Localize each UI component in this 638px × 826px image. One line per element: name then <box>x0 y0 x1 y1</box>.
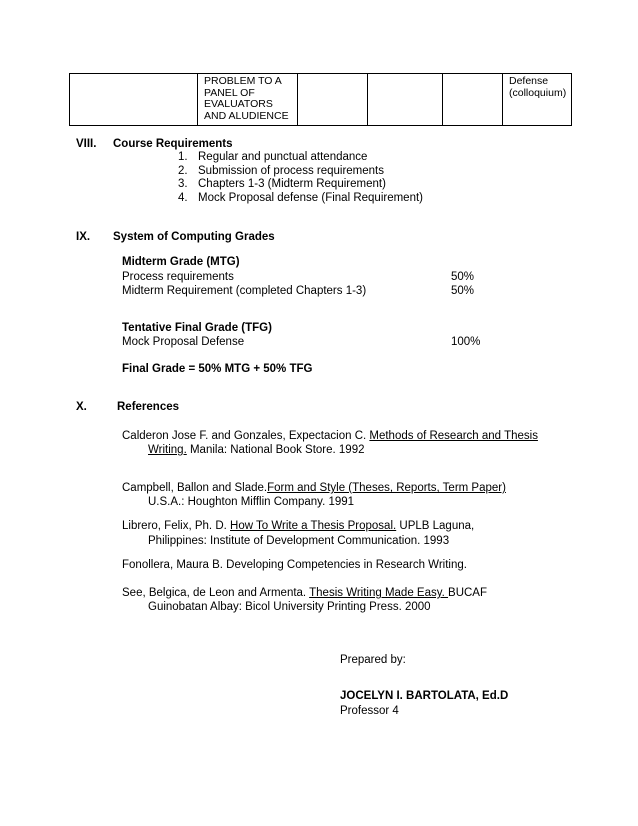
reference-authors: Campbell, Ballon and Slade. <box>122 482 268 494</box>
cell-line: PANEL OF <box>204 86 255 99</box>
cell-line: (colloquium) <box>509 86 567 99</box>
grade-row-value: 50% <box>451 271 475 283</box>
reference-title: Writing. <box>148 444 187 456</box>
reference-line <box>122 482 506 494</box>
section-title: System of Computing Grades <box>113 231 275 243</box>
list-number: 3. <box>178 178 188 190</box>
list-number: 4. <box>178 191 188 204</box>
table-divider <box>197 74 198 125</box>
list-number: 2. <box>178 164 188 177</box>
list-item <box>178 178 423 192</box>
table-divider <box>442 74 443 125</box>
reference-line <box>148 444 365 456</box>
signatory-title: Professor 4 <box>340 705 399 717</box>
reference-publisher: Guinobatan Albay: Bicol University Printing Press. 2000 <box>148 601 431 613</box>
list-text: Chapters 1-3 (Midterm Requirement) <box>198 178 386 190</box>
list-text: Regular and punctual attendance <box>198 151 368 163</box>
table-divider <box>367 74 368 125</box>
reference-line <box>122 430 538 442</box>
reference-line <box>122 520 474 532</box>
section-number: IX. <box>76 231 91 243</box>
grade-row-value: 50% <box>451 285 475 297</box>
list-number: 1. <box>178 151 188 163</box>
grade-row-label: Process requirements <box>122 271 234 283</box>
grade-row-value: 100% <box>451 336 481 348</box>
tfg-heading: Tentative Final Grade (TFG) <box>122 322 272 334</box>
section-title: References <box>117 401 180 413</box>
section-number: VIII. <box>76 138 97 150</box>
signatory-name: JOCELYN I. BARTOLATA, Ed.D <box>340 690 509 702</box>
reference-line <box>148 496 354 508</box>
list-item <box>178 192 423 206</box>
reference-publisher: Philippines: Institute of Development Communication. 1993 <box>148 535 450 547</box>
list-text: Submission of process requirements <box>198 164 384 177</box>
reference-publisher: Manila: National Book Store. 1992 <box>186 444 365 456</box>
reference-authors: Librero, Felix, Ph. D. <box>122 520 231 532</box>
cell-line: Defense <box>509 75 549 87</box>
table-cell-problem <box>204 76 289 122</box>
reference-title: Thesis Writing Made Easy. <box>309 587 449 599</box>
cell-line: PROBLEM TO A <box>204 75 282 87</box>
reference-location: BUCAF <box>448 587 488 599</box>
list-text: Mock Proposal defense (Final Requirement) <box>198 191 423 204</box>
section-number: X. <box>76 401 87 413</box>
reference-authors: Fonollera, Maura B. Developing Competencies in Research Writing. <box>122 559 467 571</box>
prepared-by-label: Prepared by: <box>340 654 406 666</box>
reference-publisher: U.S.A.: Houghton Mifflin Company. 1991 <box>148 496 355 508</box>
reference-authors: Calderon Jose F. and Gonzales, Expectacion C. <box>122 430 370 442</box>
table-divider <box>502 74 503 125</box>
grade-row-label: Midterm Requirement (completed Chapters 1-3) <box>122 285 367 297</box>
list-item <box>178 151 423 165</box>
top-table <box>69 73 572 126</box>
table-divider <box>297 74 298 125</box>
reference-title: Form and Style (Theses, Reports, Term Paper) <box>267 482 506 494</box>
reference-title: Methods of Research and Thesis <box>369 430 538 442</box>
reference-authors: See, Belgica, de Leon and Armenta. <box>122 587 310 599</box>
reference-line <box>122 587 487 599</box>
cell-line: AND ALUDIENCE <box>204 109 289 122</box>
grade-row-label: Mock Proposal Defense <box>122 336 245 348</box>
reference-line <box>148 601 431 613</box>
cell-line: EVALUATORS <box>204 98 273 110</box>
section-title: Course Requirements <box>113 138 233 150</box>
reference-line <box>148 535 449 547</box>
reference-title: How To Write a Thesis Proposal. <box>230 520 397 532</box>
reference-line <box>122 559 467 571</box>
list-item <box>178 165 423 179</box>
final-grade-formula: Final Grade = 50% MTG + 50% TFG <box>122 363 313 375</box>
table-cell-defense <box>509 76 566 99</box>
reference-location: UPLB Laguna, <box>396 520 475 532</box>
mtg-heading: Midterm Grade (MTG) <box>122 256 240 268</box>
requirements-list <box>178 151 423 205</box>
